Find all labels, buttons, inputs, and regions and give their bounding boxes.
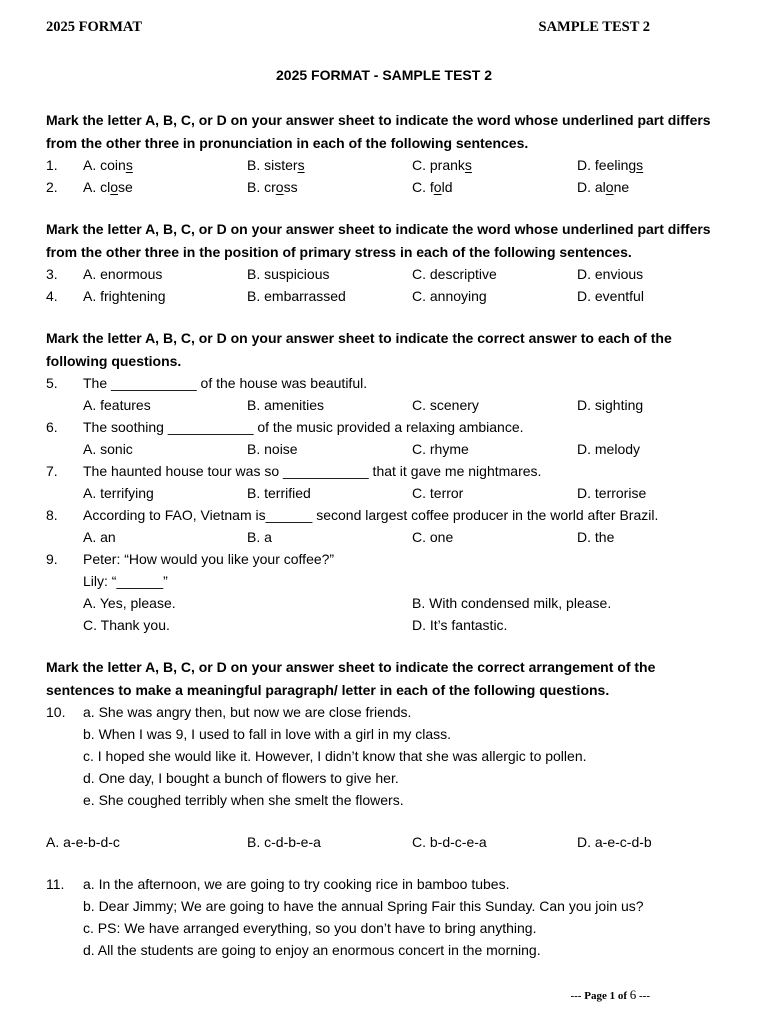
option-d: D. the xyxy=(577,529,615,545)
option-a: A. sonic xyxy=(83,441,133,457)
option-b: B. amenities xyxy=(247,397,325,413)
option-c: C. rhyme xyxy=(412,441,469,457)
option-d: D. eventful xyxy=(577,288,644,304)
dialogue-line: Lily: “______” xyxy=(83,573,168,589)
question-stem-row xyxy=(46,460,716,482)
option-c: C. annoying xyxy=(412,288,487,304)
option-b: B. suspicious xyxy=(247,266,330,282)
question-row xyxy=(46,285,716,307)
question-stem: The soothing ___________ of the music provided a relaxing ambiance. xyxy=(83,419,524,435)
option-c: C. scenery xyxy=(412,397,479,413)
option-b: B. With condensed milk, please. xyxy=(412,595,612,611)
question-row xyxy=(46,176,716,198)
sentence-b: b. When I was 9, I used to fall in love with a girl in my class. xyxy=(83,726,452,742)
sentence-d: d. All the students are going to enjoy an enormous concert in the morning. xyxy=(83,942,541,958)
option-a: A. Yes, please. xyxy=(83,595,176,611)
question-number: 3. xyxy=(46,266,58,282)
question-number: 6. xyxy=(46,419,58,435)
option-a: A. close xyxy=(83,179,133,195)
question-stem: According to FAO, Vietnam is______ second largest coffee producer in the world after Brazil. xyxy=(83,507,659,523)
option-b: B. sisters xyxy=(247,157,305,173)
option-b: B. c-d-b-e-a xyxy=(247,834,321,850)
header-left: 2025 FORMAT xyxy=(46,19,142,35)
option-c: C. descriptive xyxy=(412,266,497,282)
page-footer: --- Page 1 of 6 --- xyxy=(570,987,650,1002)
question-number: 1. xyxy=(46,157,58,173)
sentence-line xyxy=(46,723,716,745)
option-d: D. envious xyxy=(577,266,644,282)
question-number: 5. xyxy=(46,375,58,391)
options-row xyxy=(46,482,716,504)
option-d: D. sighting xyxy=(577,397,644,413)
section-instruction: Mark the letter A, B, C, or D on your answer sheet to indicate the correct answer to each of the following questions. xyxy=(46,330,672,369)
option-a: A. terrifying xyxy=(83,485,154,501)
option-c: C. b-d-c-e-a xyxy=(412,834,487,850)
question-number: 7. xyxy=(46,463,58,479)
option-a: A. features xyxy=(83,397,151,413)
question-number: 8. xyxy=(46,507,58,523)
options-row xyxy=(46,614,716,636)
sentence-c: c. I hoped she would like it. However, I didn’t know that she was allergic to pollen. xyxy=(83,748,587,764)
page-total: 6 xyxy=(629,987,637,1002)
option-a: A. enormous xyxy=(83,266,163,282)
question-number: 2. xyxy=(46,179,58,195)
sentence-line xyxy=(46,873,716,895)
question-stem-row xyxy=(46,416,716,438)
sentence-b: b. Dear Jimmy; We are going to have the annual Spring Fair this Sunday. Can you join us? xyxy=(83,898,644,914)
sentence-c: c. PS: We have arranged everything, so you don’t have to bring anything. xyxy=(83,920,537,936)
question-row xyxy=(46,154,716,176)
question-number: 4. xyxy=(46,288,58,304)
question-stem-row xyxy=(46,548,716,570)
option-a: A. a-e-b-d-c xyxy=(46,834,120,850)
question-number: 11. xyxy=(46,876,65,892)
sentence-a: a. She was angry then, but now we are close friends. xyxy=(83,704,412,720)
sentence-line xyxy=(46,789,716,811)
section-instruction: Mark the letter A, B, C, or D on your answer sheet to indicate the word whose underlined part differs from the other three in the position of primary stress in each of the following sentences. xyxy=(46,221,711,260)
option-c: C. terror xyxy=(412,485,464,501)
section-instruction: Mark the letter A, B, C, or D on your answer sheet to indicate the word whose underlined part differs from the other three in pronunciation in each of the following sentences. xyxy=(46,112,711,151)
options-row xyxy=(46,526,716,548)
option-d: D. melody xyxy=(577,441,641,457)
question-stem-row xyxy=(46,504,716,526)
sentence-line xyxy=(46,917,716,939)
options-row xyxy=(46,394,716,416)
option-a: A. an xyxy=(83,529,116,545)
sentence-a: a. In the afternoon, we are going to try cooking rice in bamboo tubes. xyxy=(83,876,510,892)
question-stem: The ___________ of the house was beautiful. xyxy=(83,375,368,391)
option-c: C. fold xyxy=(412,179,453,195)
option-a: A. coins xyxy=(83,157,133,173)
sentence-line xyxy=(46,895,716,917)
question-number: 10. xyxy=(46,704,66,720)
sentence-line xyxy=(46,767,716,789)
option-b: B. embarrassed xyxy=(247,288,346,304)
question-row xyxy=(46,263,716,285)
header-right: SAMPLE TEST 2 xyxy=(538,19,650,35)
option-d: D. alone xyxy=(577,179,630,195)
document-title: 2025 FORMAT - SAMPLE TEST 2 xyxy=(276,67,492,83)
option-a: A. frightening xyxy=(83,288,166,304)
option-c: C. Thank you. xyxy=(83,617,170,633)
sentence-e: e. She coughed terribly when she smelt the flowers. xyxy=(83,792,404,808)
option-c: C. pranks xyxy=(412,157,472,173)
option-b: B. noise xyxy=(247,441,298,457)
dialogue-line: Peter: “How would you like your coffee?” xyxy=(83,551,335,567)
sentence-line xyxy=(46,701,716,723)
option-d: D. terrorise xyxy=(577,485,647,501)
options-row xyxy=(46,592,716,614)
question-stem-row xyxy=(46,372,716,394)
question-number: 9. xyxy=(46,551,58,567)
option-d: D. feelings xyxy=(577,157,644,173)
option-b: B. a xyxy=(247,529,272,545)
question-stem: The haunted house tour was so ___________ that it gave me nightmares. xyxy=(83,463,542,479)
option-b: B. cross xyxy=(247,179,298,195)
options-row xyxy=(46,831,716,853)
option-d: D. a-e-c-d-b xyxy=(577,834,652,850)
sentence-line xyxy=(46,939,716,961)
option-b: B. terrified xyxy=(247,485,311,501)
option-c: C. one xyxy=(412,529,454,545)
options-row xyxy=(46,438,716,460)
section-instruction: Mark the letter A, B, C, or D on your answer sheet to indicate the correct arrangement of the sentences to make a meaningful paragraph/ letter in each of the following questions. xyxy=(46,659,656,698)
option-d: D. It’s fantastic. xyxy=(412,617,508,633)
sentence-d: d. One day, I bought a bunch of flowers to give her. xyxy=(83,770,399,786)
question-stem-row xyxy=(46,570,716,592)
test-content xyxy=(46,109,716,961)
sentence-line xyxy=(46,745,716,767)
